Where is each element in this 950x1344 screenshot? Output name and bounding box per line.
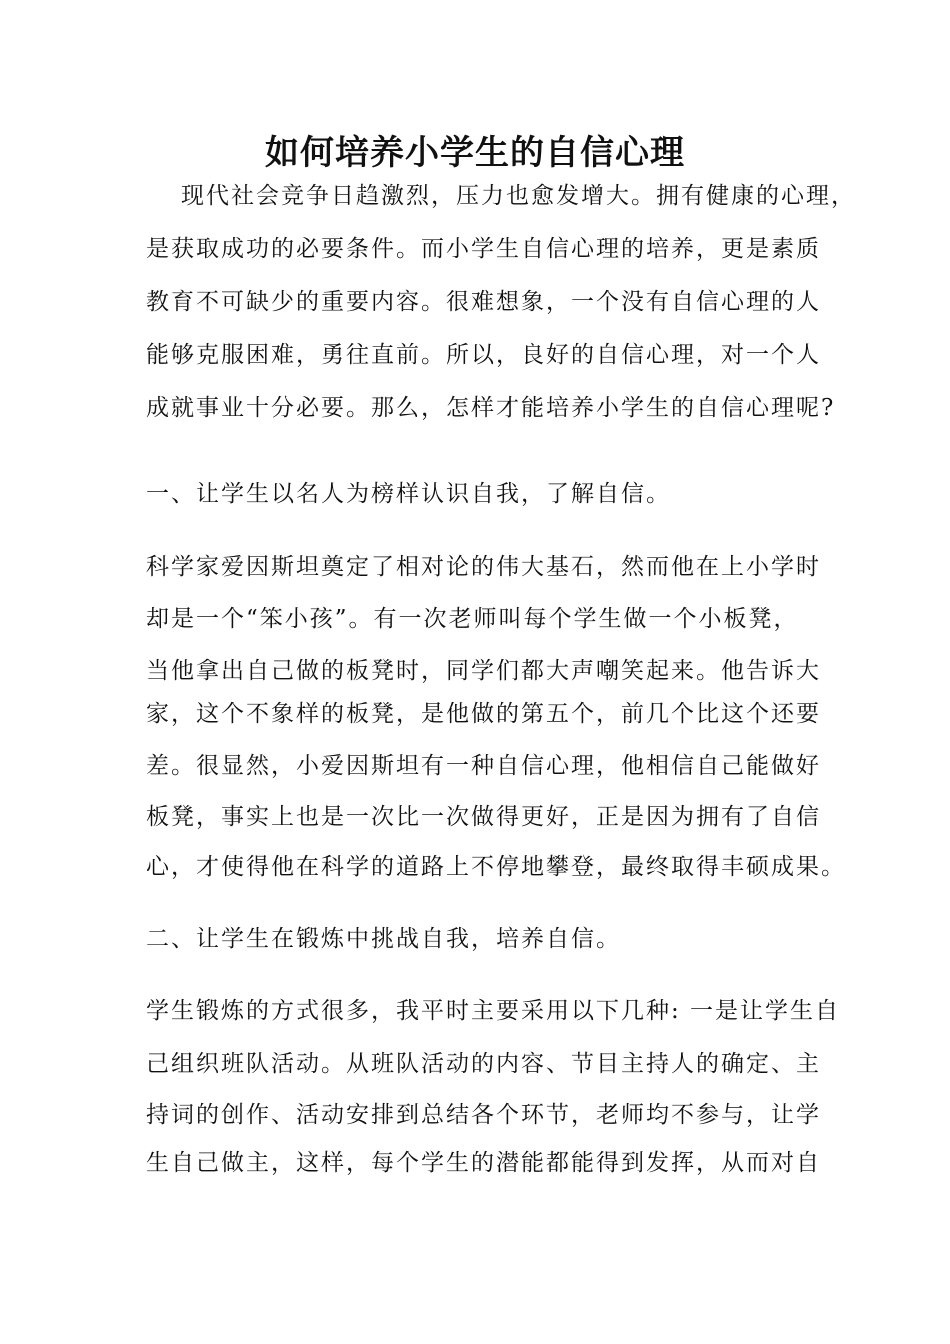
paragraph-line: 现代社会竞争日趋激烈，压力也愈发增大。拥有健康的心理，	[181, 183, 856, 209]
paragraph-line: 持词的创作、活动安排到总结各个环节，老师均不参与，让学	[146, 1102, 821, 1128]
paragraph-line: 心，才使得他在科学的道路上不停地攀登，最终取得丰硕成果。	[146, 854, 846, 880]
paragraph-line: 教育不可缺少的重要内容。很难想象，一个没有自信心理的人	[146, 289, 821, 315]
section-heading: 一、让学生以名人为榜样认识自我，了解自信。	[146, 481, 671, 507]
paragraph-line: 却是一个“笨小孩”。有一次老师叫每个学生做一个小板凳，	[146, 606, 799, 632]
paragraph-line: 是获取成功的必要条件。而小学生自信心理的培养，更是素质	[146, 236, 821, 262]
paragraph-line: 成就事业十分必要。那么，怎样才能培养小学生的自信心理呢?	[146, 395, 836, 421]
document-title: 如何培养小学生的自信心理	[265, 133, 685, 173]
paragraph-line: 家，这个不象样的板凳，是他做的第五个，前几个比这个还要	[146, 701, 821, 727]
paragraph-line: 板凳，事实上也是一次比一次做得更好，正是因为拥有了自信	[146, 804, 821, 830]
paragraph-line: 差。很显然，小爱因斯坦有一种自信心理，他相信自己能做好	[146, 753, 821, 779]
paragraph-line: 能够克服困难，勇往直前。所以，良好的自信心理，对一个人	[146, 342, 821, 368]
paragraph-line: 科学家爱因斯坦奠定了相对论的伟大基石，然而他在上小学时	[146, 554, 821, 580]
section-heading: 二、让学生在锻炼中挑战自我，培养自信。	[146, 926, 621, 952]
paragraph-line: 当他拿出自己做的板凳时，同学们都大声嘲笑起来。他告诉大	[146, 658, 821, 684]
paragraph-line: 生自己做主，这样，每个学生的潜能都能得到发挥，从而对自	[146, 1150, 821, 1176]
paragraph-line: 学生锻炼的方式很多，我平时主要采用以下几种: 一是让学生自	[146, 998, 841, 1024]
paragraph-line: 己组织班队活动。从班队活动的内容、节目主持人的确定、主	[146, 1051, 821, 1077]
